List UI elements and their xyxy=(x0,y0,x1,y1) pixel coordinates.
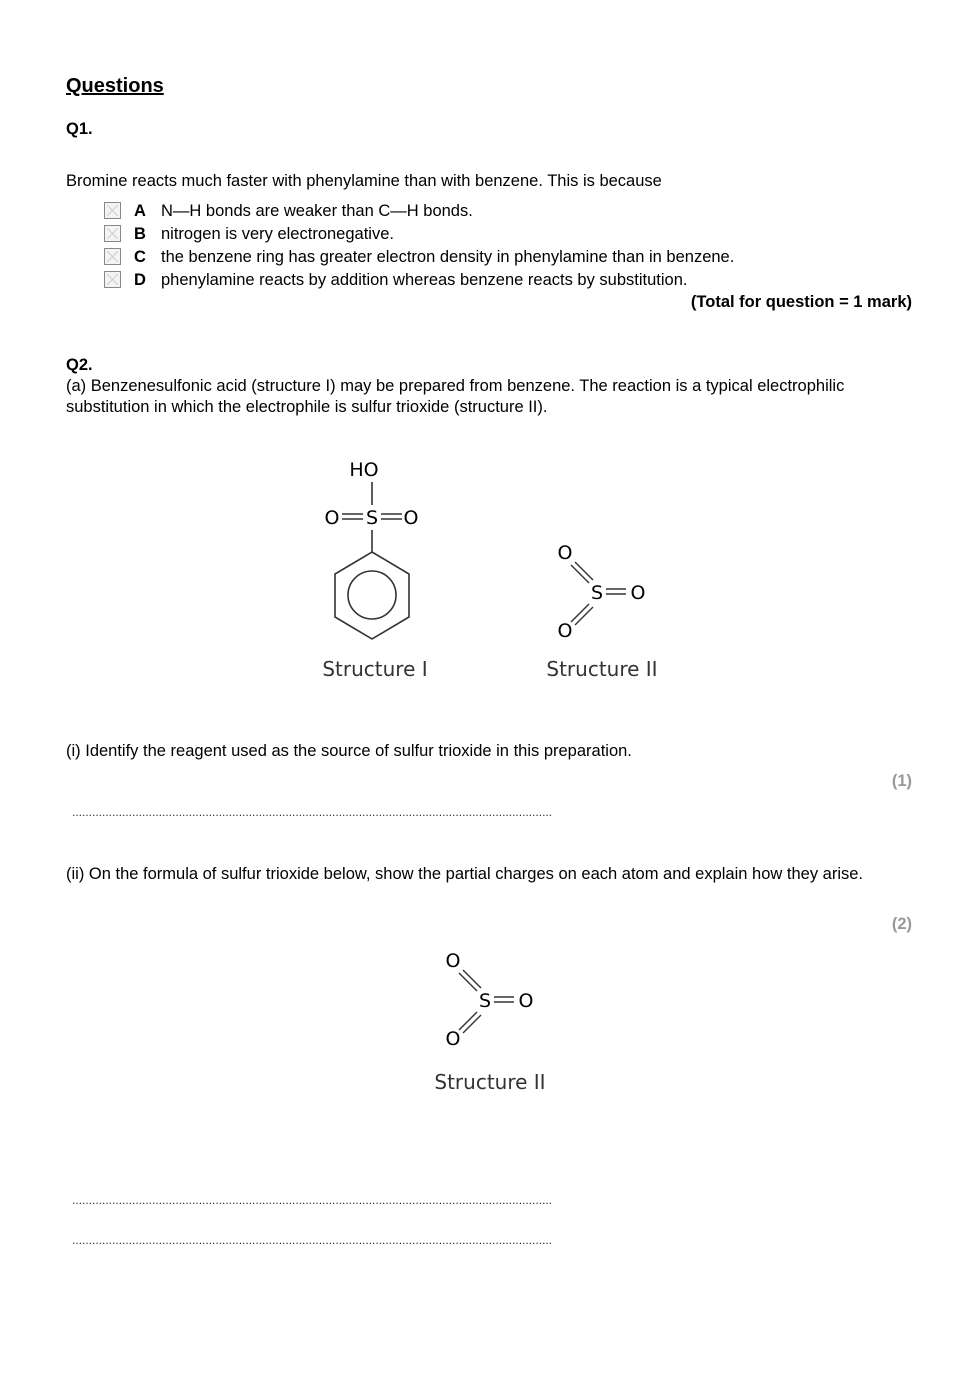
option-letter: B xyxy=(134,225,146,243)
answer-line-1[interactable]: ................................................................................................................................................ xyxy=(72,806,553,818)
benzene-ring xyxy=(335,552,409,639)
option-text: phenylamine reacts by addition whereas benzene reacts by substitution. xyxy=(161,271,688,289)
structure-1-ho: HO xyxy=(349,459,379,481)
option-c-checkbox[interactable] xyxy=(104,248,121,265)
structure-3-o-top: O xyxy=(445,950,461,972)
option-letter: A xyxy=(134,202,146,220)
question-1-total: (Total for question = 1 mark) xyxy=(690,293,912,311)
structure-2-o-bottom: O xyxy=(557,620,573,642)
question-1-label: Q1. xyxy=(66,120,93,138)
structure-2-s: S xyxy=(590,582,604,604)
option-text: the benzene ring has greater electron density in phenylamine than in benzene. xyxy=(161,248,735,266)
aromatic-circle xyxy=(348,571,396,619)
part-ii-marks: (2) xyxy=(891,915,912,933)
page-heading: Questions xyxy=(66,75,164,97)
structure-1-caption: Structure I xyxy=(322,657,428,681)
option-text: nitrogen is very electronegative. xyxy=(161,225,394,243)
structure-3-s: S xyxy=(478,990,492,1012)
structure-3-diagram xyxy=(428,943,558,1098)
part-i-marks: (1) xyxy=(891,772,912,790)
structure-3-o-right: O xyxy=(518,990,534,1012)
structure-1-diagram xyxy=(300,450,450,690)
structure-1-o-right: O xyxy=(403,507,419,529)
option-letter: D xyxy=(134,271,146,289)
structure-2-caption: Structure II xyxy=(546,657,658,681)
structure-1-o-left: O xyxy=(324,507,340,529)
answer-line-3[interactable]: ................................................................................................................................................ xyxy=(72,1234,553,1246)
part-i-text: (i) Identify the reagent used as the source of sulfur trioxide in this preparation. xyxy=(66,742,632,760)
structure-2-o-top: O xyxy=(557,542,573,564)
structure-2-o-right: O xyxy=(630,582,646,604)
structure-3-caption: Structure II xyxy=(434,1070,546,1094)
structure-1-s: S xyxy=(365,507,379,529)
question-2-label: Q2. xyxy=(66,356,93,374)
question-1-stem: Bromine reacts much faster with phenylamine than with benzene. This is because xyxy=(66,172,662,190)
structure-3-o-bottom: O xyxy=(445,1028,461,1050)
part-ii-text: (ii) On the formula of sulfur trioxide below, show the partial charges on each atom and explain how they arise. xyxy=(66,865,864,883)
option-text: N—H bonds are weaker than C—H bonds. xyxy=(161,202,473,220)
option-d-checkbox[interactable] xyxy=(104,271,121,288)
option-b-checkbox[interactable] xyxy=(104,225,121,242)
option-a-checkbox[interactable] xyxy=(104,202,121,219)
question-2-intro: (a) Benzenesulfonic acid (structure I) may be prepared from benzene. The reaction is a typical electrophilic substitution in which the electrophile is sulfur trioxide (structure II). xyxy=(66,377,845,416)
structure-2-diagram xyxy=(540,535,670,690)
answer-line-2[interactable]: ................................................................................................................................................ xyxy=(72,1194,553,1206)
option-letter: C xyxy=(134,248,146,266)
